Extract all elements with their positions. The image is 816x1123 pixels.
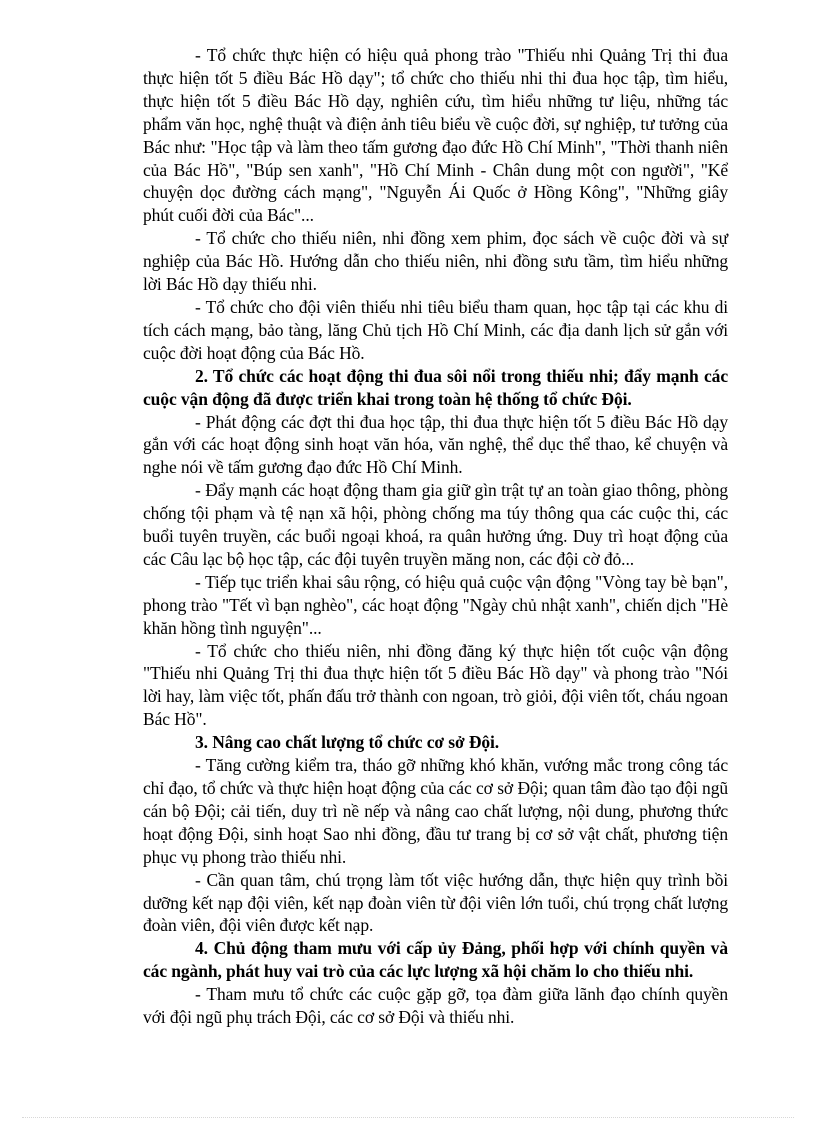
paragraph-inspection: - Tăng cường kiểm tra, tháo gỡ những khó khăn, vướng mắc trong công tác chỉ đạo, tổ chức và thực hiện hoạt động của các cơ sở Đội; quan tâm đào tạo đội ngũ cán bộ Đội; cải tiến, duy trì nề nếp và nâng cao chất lượng, nội dung, phương thức hoạt động Đội, sinh hoạt Sao nhi đồng, đầu tư trang bị cơ sở vật chất, phương tiện phục vụ phong trào thiếu nhi. (143, 755, 728, 867)
paragraph-admission-guidance: - Cần quan tâm, chú trọng làm tốt việc hướng dẫn, thực hiện quy trình bồi dưỡng kết nạp đội viên, kết nạp đoàn viên từ đội viên lớn tuổi, chú trọng chất lượng đoàn viên, đội viên được kết nạp. (143, 869, 728, 936)
paragraph-activity-movement: - Tổ chức thực hiện có hiệu quả phong trào "Thiếu nhi Quảng Trị thi đua thực hiện tốt 5 điều Bác Hồ dạy"; tổ chức cho thiếu nhi thi đua học tập, tìm hiểu, thực hiện tốt 5 điều Bác Hồ dạy, nghiên cứu, tìm hiểu những tư liệu, những tác phẩm văn học, nghệ thuật và điện ảnh tiêu biểu về cuộc đời, sự nghiệp, tư tưởng của Bác như: "Học tập và làm theo tấm gương đạo đức Hồ Chí Minh", "Thời thanh niên của Bác Hồ", "Búp sen xanh", "Hồ Chí Minh - Chân dung một con người", "Kể chuyện dọc đường cách mạng", "Nguyễn Ái Quốc ở Hồng Kông", "Những giây phút cuối đời của Bác"... (143, 45, 728, 226)
paragraph-films-books: - Tổ chức cho thiếu niên, nhi đồng xem phim, đọc sách về cuộc đời và sự nghiệp của Bác Hồ. Hướng dẫn cho thiếu niên, nhi đồng sưu tầm, tìm hiểu những lời Bác Hồ dạy thiếu nhi. (143, 228, 728, 295)
section-heading-2: 2. Tổ chức các hoạt động thi đua sôi nổi trong thiếu nhi; đẩy mạnh các cuộc vận động đã được triển khai trong toàn hệ thống tổ chức Đội. (143, 365, 728, 409)
paragraph-registration: - Tổ chức cho thiếu niên, nhi đồng đăng ký thực hiện tốt cuộc vận động "Thiếu nhi Quảng Trị thi đua thực hiện tốt 5 điều Bác Hồ dạy" và phong trào "Nói lời hay, làm việc tốt, phấn đấu trở thành con ngoan, trò giỏi, đội viên tốt, cháu ngoan Bác Hồ". (143, 640, 728, 730)
page-bottom-border (22, 1117, 794, 1118)
section-heading-3: 3. Nâng cao chất lượng tổ chức cơ sở Đội. (195, 732, 500, 753)
paragraph-field-trips: - Tổ chức cho đội viên thiếu nhi tiêu biểu tham quan, học tập tại các khu di tích cách mạng, bảo tàng, lăng Chủ tịch Hồ Chí Minh, các địa danh lịch sử gắn với cuộc đời hoạt động của Bác Hồ. (143, 296, 728, 363)
paragraph-traffic-safety: - Đẩy mạnh các hoạt động tham gia giữ gìn trật tự an toàn giao thông, phòng chống tội phạm và tệ nạn xã hội, phòng chống ma túy thông qua các cuộc thi, các buổi tuyên truyền, các buổi ngoại khoá, ra quân hưởng ứng. Duy trì hoạt động của các Câu lạc bộ học tập, các đội tuyên truyền măng non, các đội cờ đỏ... (143, 480, 728, 569)
paragraph-emulation-campaigns: - Phát động các đợt thi đua học tập, thi đua thực hiện tốt 5 điều Bác Hồ dạy gắn với các hoạt động sinh hoạt văn hóa, văn nghệ, thể dục thể thao, kể chuyện và nghe nói về tấm gương đạo đức Hồ Chí Minh. (143, 411, 728, 478)
document-body (143, 44, 728, 1029)
paragraph-consultation-meetings: - Tham mưu tổ chức các cuộc gặp gỡ, tọa đàm giữa lãnh đạo chính quyền với đội ngũ phụ trách Đội, các cơ sở Đội và thiếu nhi. (143, 984, 728, 1028)
paragraph-friendship-campaign: - Tiếp tục triển khai sâu rộng, có hiệu quả cuộc vận động "Vòng tay bè bạn", phong trào "Tết vì bạn nghèo", các hoạt động "Ngày chủ nhật xanh", chiến dịch "Hè khăn hồng tình nguyện"... (143, 571, 728, 638)
section-heading-4: 4. Chủ động tham mưu với cấp ủy Đảng, phối hợp với chính quyền và các ngành, phát huy vai trò của các lực lượng xã hội chăm lo cho thiếu nhi. (143, 938, 728, 982)
